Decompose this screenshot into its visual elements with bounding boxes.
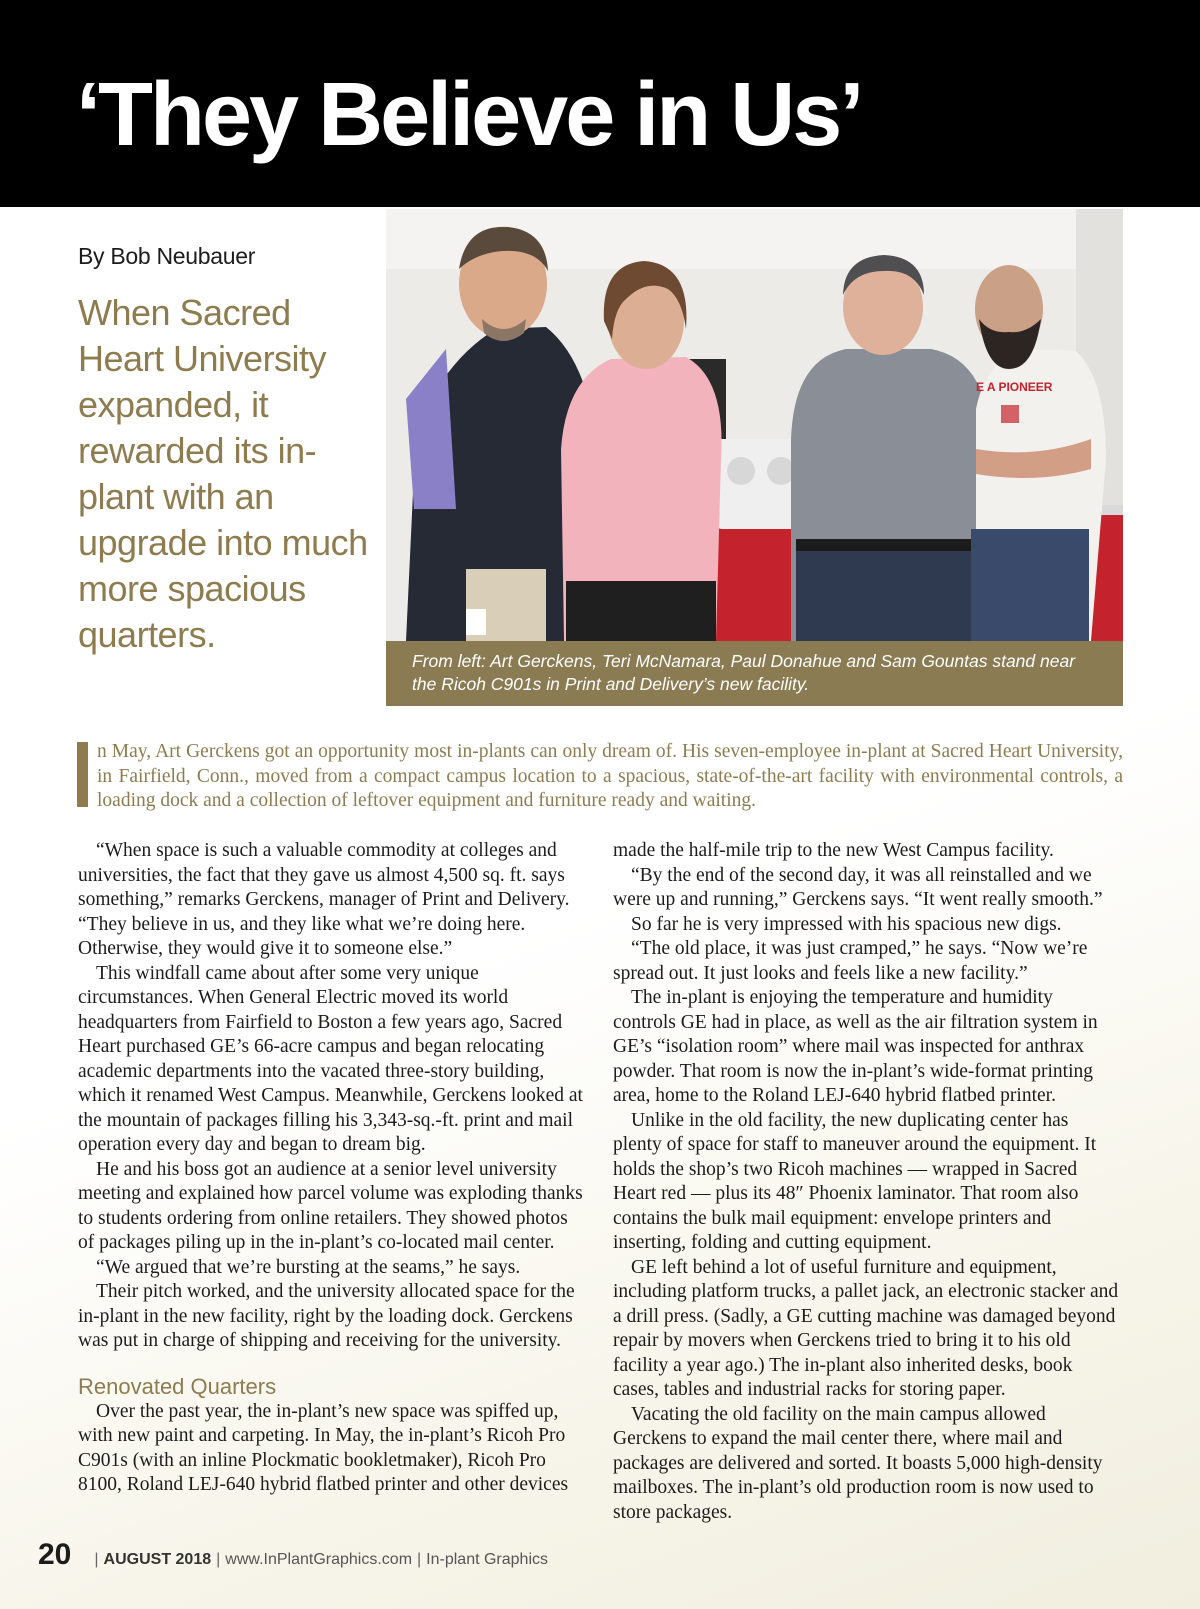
drop-cap-marker	[77, 742, 88, 807]
website-link[interactable]: www.InPlantGraphics.com	[225, 1551, 413, 1568]
byline: By Bob Neubauer	[78, 243, 256, 269]
body-paragraph: Over the past year, the in-plant’s new space was spiffed up, with new paint and carpeting. In May, the in-plant’s Ricoh Pro C901s (with an inline Plockmatic bookletmaker), Ricoh Pro 8100, Roland LEJ-640 hybrid flatbed printer and other devices	[78, 1400, 569, 1495]
intro-text: n May, Art Gerckens got an opportunity most in-plants can only dream of. His seven-employee in-plant at Sacred Heart University, in Fairfield, Conn., moved from a compact campus location to a spacious, state-of-the-art facility with environmental controls, a loading dock and a collection of leftover equipment and furniture ready and waiting.	[97, 741, 1123, 811]
page-footer	[38, 1538, 548, 1572]
article-deck: When Sacred Heart University expanded, it rewarded its in-plant with an upgrade into much more spacious quarters.	[78, 292, 368, 655]
body-paragraph: Their pitch worked, and the university allocated space for the in-plant in the new facility, right by the loading dock. Gerckens was put in charge of shipping and receiving for the university.	[78, 1281, 575, 1351]
staff-photo-illustration	[386, 209, 1123, 641]
body-paragraph: “The old place, it was just cramped,” he says. “Now we’re spread out. It just looks and feels like a new facility.”	[613, 938, 1088, 984]
article-title: ‘They Believe in Us’	[76, 65, 862, 165]
photo-caption: From left: Art Gerckens, Teri McNamara, Paul Donahue and Sam Gountas stand near the Ricoh C901s in Print and Delivery’s new facility.	[386, 641, 1123, 706]
footer-separator: |	[417, 1551, 422, 1568]
issue-date: AUGUST 2018	[103, 1551, 212, 1568]
page-number: 20	[38, 1538, 72, 1571]
body-paragraph: The in-plant is enjoying the temperature and humidity controls GE had in place, as well as the air filtration system in GE’s “isolation room” where mail was inspected for anthrax powder. That room is now the in-plant’s wide-format printing area, home to the Roland LEJ-640 hybrid flatbed printer.	[613, 987, 1098, 1106]
body-paragraph: He and his boss got an audience at a senior level university meeting and explained how parcel volume was exploding thanks to students ordering from online retailers. They showed photos of packages piling up in the in-plant’s co-located mail center.	[78, 1158, 583, 1253]
body-paragraph: This windfall came about after some very unique circumstances. When General Electric moved its world headquarters from Fairfield to Boston a few years ago, Sacred Heart purchased GE’s 66-acre campus and began relocating academic departments into the vacated three-story building, which it renamed West Campus. Meanwhile, Gerckens looked at the mountain of packages filling his 3,343-sq.-ft. print and mail operation every day and began to dream big.	[78, 962, 583, 1155]
body-paragraph: So far he is very impressed with his spacious new digs.	[631, 913, 1062, 935]
shirt-text: E A PIONEER	[976, 380, 1053, 394]
title-banner	[0, 0, 1200, 207]
section-subhead: Renovated Quarters	[78, 1373, 277, 1399]
footer-separator: |	[216, 1551, 221, 1568]
body-paragraph: GE left behind a lot of useful furniture and equipment, including platform trucks, a pallet jack, an electronic stacker and a drill press. (Sadly, a GE cutting machine was damaged beyond repair by movers when Gerckens tried to bring it to his old facility a year ago.) The in-plant also inherited desks, book cases, tables and industrial racks for storing paper.	[613, 1256, 1119, 1400]
intro-paragraph	[77, 740, 1123, 814]
staff-photo	[386, 209, 1123, 641]
body-paragraph: Vacating the old facility on the main campus allowed Gerckens to expand the mail center there, where mail and packages are delivered and sorted. It boasts 5,000 high-density mailboxes. The in-plant’s old production room is now used to store packages.	[613, 1403, 1103, 1523]
body-paragraph: “We argued that we’re bursting at the seams,” he says.	[96, 1256, 521, 1278]
body-paragraph: “When space is such a valuable commodity at colleges and universities, the fact that they gave us almost 4,500 sq. ft. says something,” remarks Gerckens, manager of Print and Delivery. “They believe in us, and they like what we’re doing here. Otherwise, they would give it to someone else.”	[78, 840, 570, 959]
body-column-right	[613, 839, 1120, 1525]
body-paragraph: “By the end of the second day, it was all reinstalled and we were up and running,” Gerckens says. “It went really smooth.”	[613, 864, 1103, 910]
body-paragraph: Unlike in the old facility, the new duplicating center has plenty of space for staff to maneuver around the equipment. It holds the shop’s two Ricoh machines — wrapped in Sacred Heart red — plus its 48″ Phoenix laminator. That room also contains the bulk mail equipment: envelope printers and inserting, folding and cutting equipment.	[613, 1109, 1097, 1253]
body-paragraph-continued: made the half-mile trip to the new West Campus facility.	[613, 840, 1054, 861]
body-column-left	[78, 839, 585, 1498]
publication-name: In-plant Graphics	[426, 1551, 549, 1568]
footer-separator: |	[94, 1551, 99, 1568]
